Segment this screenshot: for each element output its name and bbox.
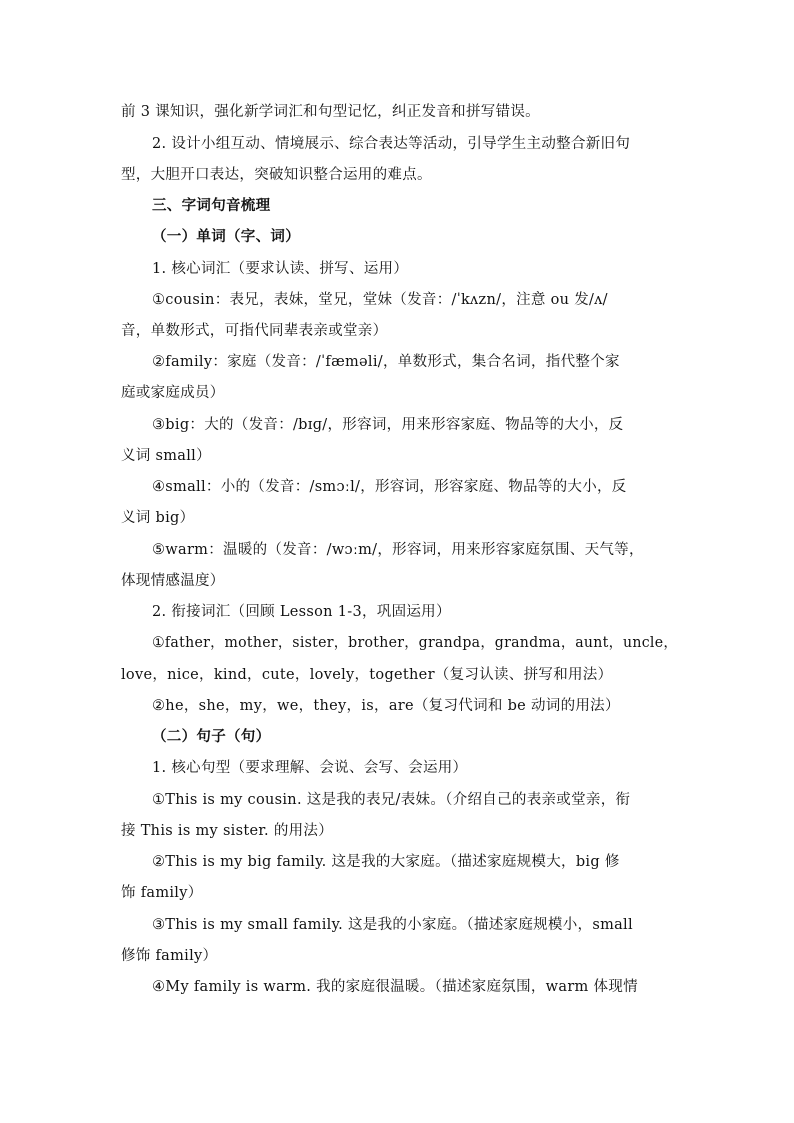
section-heading: 三、字词句音梳理 [152,197,271,214]
text-line-24: 接 This is my sister. 的用法） [121,823,334,839]
text-line-10: 庭或家庭成员） [121,385,225,401]
text-line-25: ②This is my big family. 这是我的大家庭。（描述家庭规模大，big 修 [152,854,620,870]
text-line-3: 型，大胆开口表达，突破知识整合运用的难点。 [121,167,432,183]
text-line-6: 1. 核心词汇（要求认读、拼写、运用） [152,261,409,277]
text-line-29: ④My family is warm. 我的家庭很温暖。（描述家庭氛围，warm 体现情 [152,979,638,995]
text-line-19: love，nice，kind，cute，lovely，together（复习认读、拼写和用法） [121,667,613,683]
text-line-8: 音，单数形式，可指代同辈表亲或堂亲） [121,323,388,339]
text-line-1: 前 3 课知识，强化新学词汇和句型记忆，纠正发音和拼写错误。 [121,104,540,120]
subsection-heading-words: （一）单词（字、词） [152,228,300,245]
text-line-9: ②family：家庭（发音：/ˈfæməli/，单数形式，集合名词，指代整个家 [152,354,620,370]
text-line-20: ②he，she，my，we，they，is，are（复习代词和 be 动词的用法） [152,698,620,714]
text-line-18: ①father，mother，sister，brother，grandpa，grandma，aunt，uncle， [152,635,678,651]
text-line-16: 体现情感温度） [121,573,225,589]
text-line-17: 2. 衔接词汇（回顾 Lesson 1-3，巩固运用） [152,604,451,620]
text-line-22: 1. 核心句型（要求理解、会说、会写、会运用） [152,760,468,776]
text-line-28: 修饰 family） [121,948,218,964]
text-line-26: 饰 family） [121,885,203,901]
text-line-27: ③This is my small family. 这是我的小家庭。（描述家庭规模小，small [152,917,633,933]
text-line-13: ④small：小的（发音：/smɔːl/，形容词，形容家庭、物品等的大小，反 [152,479,627,495]
text-line-2: 2. 设计小组互动、情境展示、综合表达等活动，引导学生主动整合新旧句 [152,136,631,152]
text-line-15: ⑤warm：温暖的（发音：/wɔːm/，形容词，用来形容家庭氛围、天气等， [152,542,644,558]
text-line-11: ③big：大的（发音：/bɪɡ/，形容词，用来形容家庭、物品等的大小，反 [152,417,624,433]
text-line-14: 义词 big） [121,510,195,526]
text-line-7: ①cousin：表兄，表妹，堂兄，堂妹（发音：/ˈkʌzn/，注意 ou 发/ʌ/ [152,292,608,308]
text-line-12: 义词 small） [121,448,211,464]
subsection-heading-sentences: （二）句子（句） [152,728,271,745]
text-line-23: ①This is my cousin. 这是我的表兄/表妹。（介绍自己的表亲或堂亲，衔 [152,792,631,808]
